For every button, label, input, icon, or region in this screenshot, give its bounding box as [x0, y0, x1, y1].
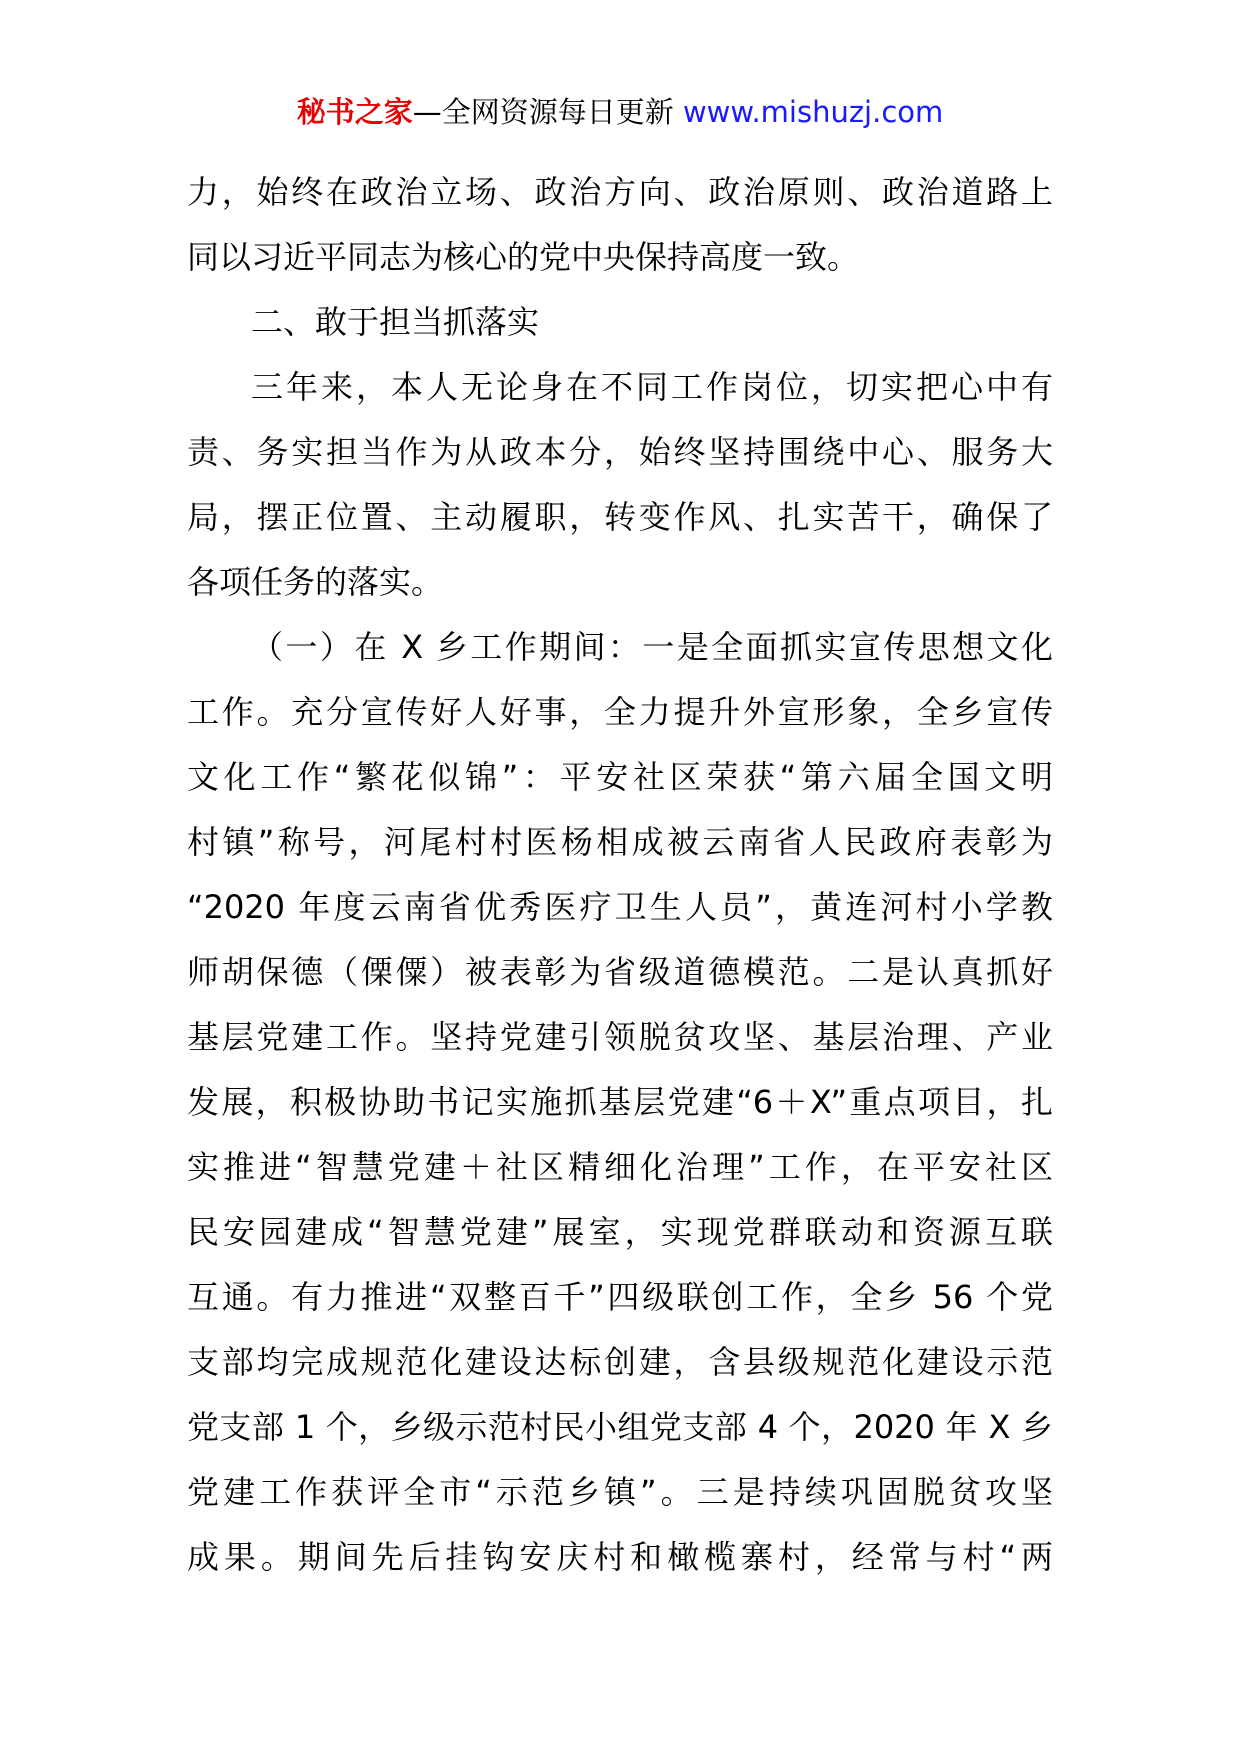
text-line: 村镇”称号，河尾村村医杨相成被云南省人民政府表彰为	[187, 823, 1053, 861]
text-line: 发展，积极协助书记实施抓基层党建“6＋X”重点项目，扎	[187, 1083, 1053, 1121]
text-line: 文化工作“繁花似锦”：平安社区荣获“第六届全国文明	[187, 758, 1053, 796]
text-line: 局，摆正位置、主动履职，转变作风、扎实苦干，确保了	[187, 498, 1053, 536]
site-url-link[interactable]: www.mishuzj.com	[682, 95, 944, 129]
text-line: 党支部 1 个，乡级示范村民小组党支部 4 个，2020 年 X 乡	[187, 1408, 1053, 1446]
text-line: 民安园建成“智慧党建”展室，实现党群联动和资源互联	[187, 1213, 1053, 1251]
text-line: （一）在 X 乡工作期间：一是全面抓实宣传思想文化	[251, 628, 1053, 666]
text-line: 成果。期间先后挂钩安庆村和橄榄寨村，经常与村“两	[187, 1538, 1053, 1576]
text-line: “2020 年度云南省优秀医疗卫生人员”，黄连河村小学教	[187, 888, 1053, 926]
text-line: 同以习近平同志为核心的党中央保持高度一致。	[187, 238, 860, 276]
header-tagline: —全网资源每日更新	[412, 95, 683, 129]
text-line: 党建工作获评全市“示范乡镇”。三是持续巩固脱贫攻坚	[187, 1473, 1053, 1511]
text-line: 互通。有力推进“双整百千”四级联创工作，全乡 56 个党	[187, 1278, 1053, 1316]
brand-name: 秘书之家	[296, 95, 413, 129]
text-line: 力，始终在政治立场、政治方向、政治原则、政治道路上	[187, 173, 1053, 211]
document-body	[187, 160, 1053, 1590]
text-line: 支部均完成规范化建设达标创建，含县级规范化建设示范	[187, 1343, 1053, 1381]
page-header	[0, 92, 1240, 132]
text-line: 师胡保德（傈僳）被表彰为省级道德模范。二是认真抓好	[187, 953, 1053, 991]
section-heading: 二、敢于担当抓落实	[251, 303, 540, 341]
text-line: 基层党建工作。坚持党建引领脱贫攻坚、基层治理、产业	[187, 1018, 1053, 1056]
text-line: 工作。充分宣传好人好事，全力提升外宣形象，全乡宣传	[187, 693, 1053, 731]
text-line: 实推进“智慧党建＋社区精细化治理”工作，在平安社区	[187, 1148, 1053, 1186]
text-line: 责、务实担当作为从政本分，始终坚持围绕中心、服务大	[187, 433, 1053, 471]
text-line: 各项任务的落实。	[187, 563, 444, 601]
text-line: 三年来，本人无论身在不同工作岗位，切实把心中有	[251, 368, 1053, 406]
